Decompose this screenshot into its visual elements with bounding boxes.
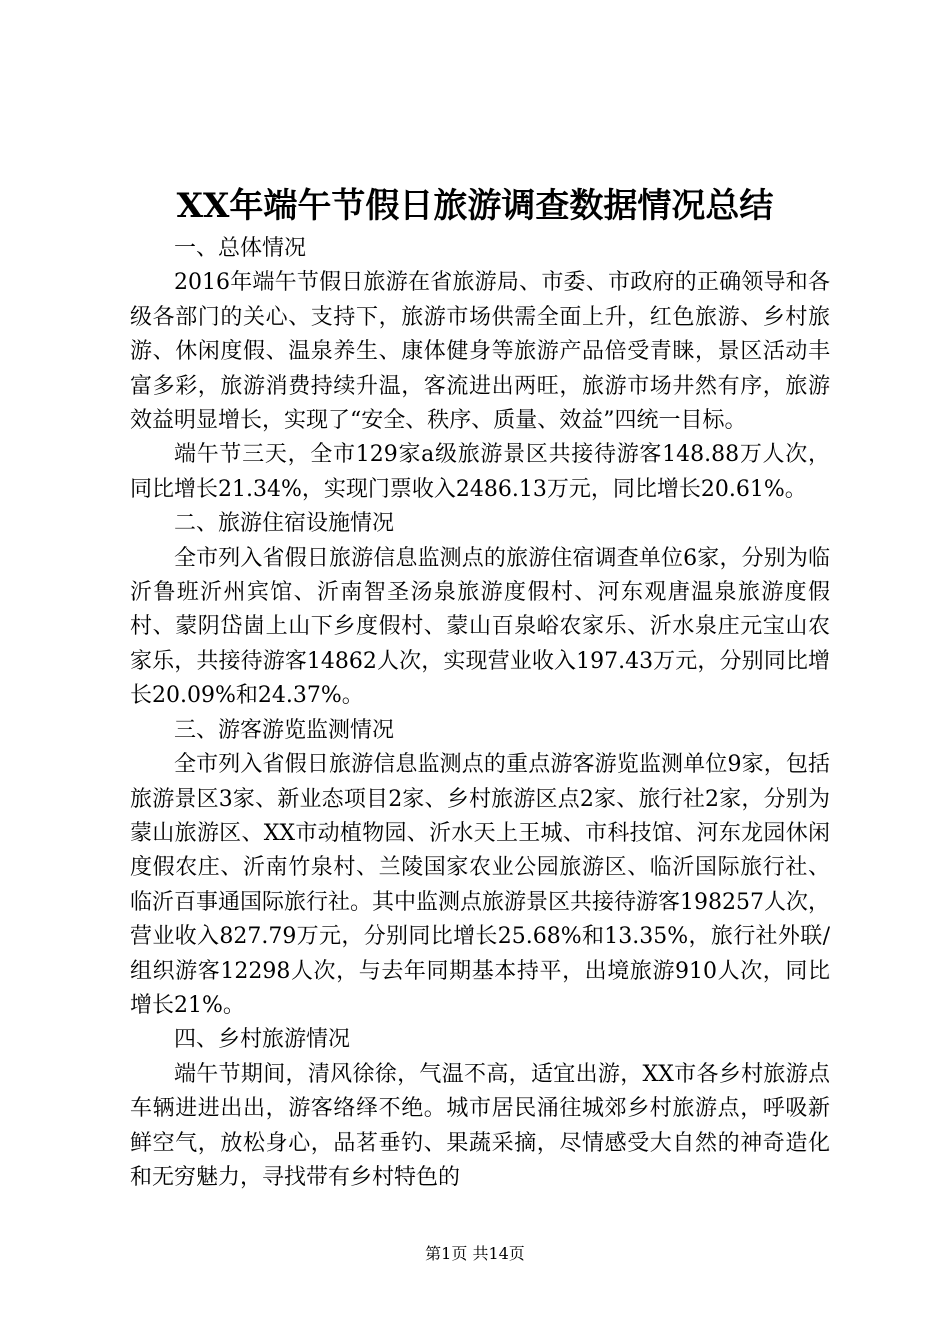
section-heading: 四、乡村旅游情况	[174, 1027, 351, 1053]
body-paragraph: 端午节期间，清风徐徐，气温不高，适宜出游，XX市各乡村旅游点车辆进进出出，游客络绎不绝。城市居民涌往城郊乡村旅游点，呼吸新鲜空气，放松身心，品茗垂钓、果蔬采摘，尽情感受大自然的神奇造化和无穷魅力，寻找带有乡村特色的	[130, 1061, 830, 1190]
document-title: XX年端午节假日旅游调查数据情况总结	[176, 186, 774, 226]
section-heading: 三、游客游览监测情况	[174, 717, 395, 743]
page-number-footer: 第1页 共14页	[425, 1244, 525, 1263]
body-paragraph: 全市列入省假日旅游信息监测点的重点游客游览监测单位9家，包括旅游景区3家、新业态项目2家、乡村旅游区点2家、旅行社2家，分别为蒙山旅游区、XX市动植物园、沂水天上王城、市科技馆、河东龙园休闲度假农庄、沂南竹泉村、兰陵国家农业公园旅游区、临沂国际旅行社、临沂百事通国际旅行社。其中监测点旅游景区共接待游客198257人次，营业收入827.79万元，分别同比增长25.68%和13.35%，旅行社外联/组织游客12298人次，与去年同期基本持平，出境旅游910人次，同比增长21%。	[130, 752, 830, 1018]
body-paragraph: 全市列入省假日旅游信息监测点的旅游住宿调查单位6家，分别为临沂鲁班沂州宾馆、沂南智圣汤泉旅游度假村、河东观唐温泉旅游度假村、蒙阴岱崮上山下乡度假村、蒙山百泉峪农家乐、沂水泉庄元宝山农家乐，共接待游客14862人次，实现营业收入197.43万元，分别同比增长20.09%和24.37%。	[130, 545, 830, 709]
body-paragraph: 端午节三天，全市129家a级旅游景区共接待游客148.88万人次，同比增长21.34%，实现门票收入2486.13万元，同比增长20.61%。	[130, 442, 830, 502]
document-body	[130, 232, 830, 1195]
section-heading: 一、总体情况	[174, 236, 307, 261]
section-heading: 二、旅游住宿设施情况	[174, 511, 395, 537]
body-paragraph: 2016年端午节假日旅游在省旅游局、市委、市政府的正确领导和各级各部门的关心、支持下，旅游市场供需全面上升，红色旅游、乡村旅游、休闲度假、温泉养生、康体健身等旅游产品倍受青睐，景区活动丰富多彩，旅游消费持续升温，客流进出两旺，旅游市场井然有序，旅游效益明显增长，实现了“安全、秩序、质量、效益”四统一目标。	[130, 270, 830, 434]
